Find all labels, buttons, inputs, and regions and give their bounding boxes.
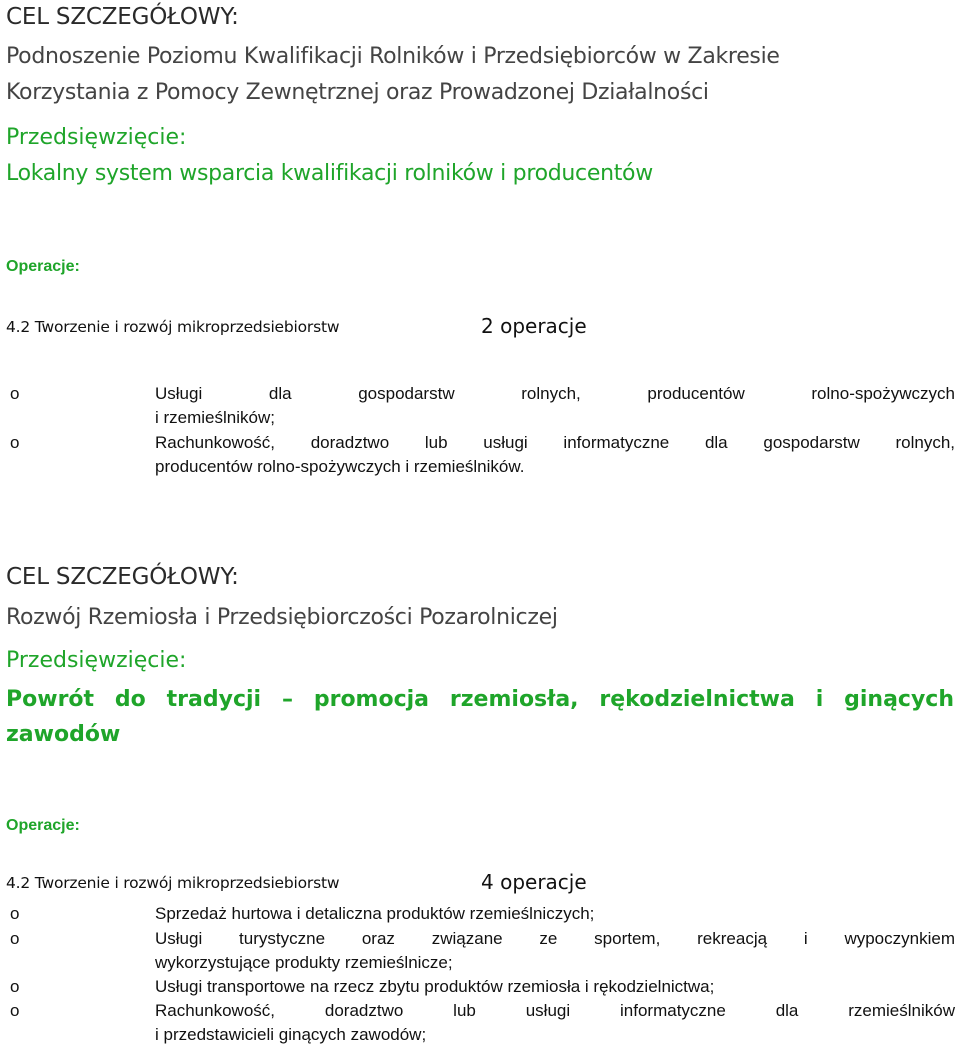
section2-item-4-line1: Rachunkowość, doradztwo lub usługi informatyczne dla rzemieślników	[155, 1001, 955, 1020]
section2-cel-label: CEL SZCZEGÓŁOWY:	[6, 564, 239, 590]
section1-count: 2 operacje	[481, 314, 587, 338]
section1-item-2-line2: producentów rolno-spożywczych i rzemieślników.	[155, 457, 525, 476]
section1-operacje-label: Operacje:	[6, 258, 80, 275]
bullet-marker: o	[10, 384, 20, 403]
section2-item-1-line1: Sprzedaż hurtowa i detaliczna produktów rzemieślniczych;	[155, 904, 595, 923]
section2-measure: 4.2 Tworzenie i rozwój mikroprzedsiebiorstw	[6, 874, 340, 892]
section2-item-3-line1: Usługi transportowe na rzecz zbytu produktów rzemiosła i rękodzielnictwa;	[155, 977, 715, 996]
section2-przedsiewziecie-label: Przedsięwzięcie:	[6, 648, 187, 673]
section1-goal-line2: Korzystania z Pomocy Zewnętrznej oraz Prowadzonej Działalności	[6, 80, 709, 105]
bullet-marker: o	[10, 977, 20, 996]
bullet-marker: o	[10, 433, 20, 452]
section2-przedsiewziecie-line1: Powrót do tradycji – promocja rzemiosła, rękodzielnictwa i ginących	[6, 687, 954, 712]
section1-przedsiewziecie-label: Przedsięwzięcie:	[6, 125, 187, 150]
section2-item-2-line2: wykorzystujące produkty rzemieślnicze;	[155, 953, 453, 972]
section2-przedsiewziecie-line2: zawodów	[6, 722, 121, 747]
section2-count: 4 operacje	[481, 870, 587, 894]
bullet-marker: o	[10, 904, 20, 923]
section2-goal-line1: Rozwój Rzemiosła i Przedsiębiorczości Pozarolniczej	[6, 605, 558, 630]
bullet-marker: o	[10, 1001, 20, 1020]
section2-item-4-line2: i przedstawicieli ginących zawodów;	[155, 1025, 427, 1044]
section1-item-2-line1: Rachunkowość, doradztwo lub usługi informatyczne dla gospodarstw rolnych,	[155, 433, 955, 452]
bullet-marker: o	[10, 929, 20, 948]
section1-item-1-line2: i rzemieślników;	[155, 408, 275, 427]
section1-measure: 4.2 Tworzenie i rozwój mikroprzedsiebiorstw	[6, 318, 340, 336]
section1-goal-line1: Podnoszenie Poziomu Kwalifikacji Rolników i Przedsiębiorców w Zakresie	[6, 44, 780, 69]
section1-cel-label: CEL SZCZEGÓŁOWY:	[6, 4, 239, 30]
section2-item-2-line1: Usługi turystyczne oraz związane ze sportem, rekreacją i wypoczynkiem	[155, 929, 955, 948]
section2-operacje-label: Operacje:	[6, 817, 80, 834]
section1-item-1-line1: Usługi dla gospodarstw rolnych, producentów rolno-spożywczych	[155, 384, 955, 403]
section1-przedsiewziecie-text: Lokalny system wsparcia kwalifikacji rolników i producentów	[6, 161, 653, 186]
